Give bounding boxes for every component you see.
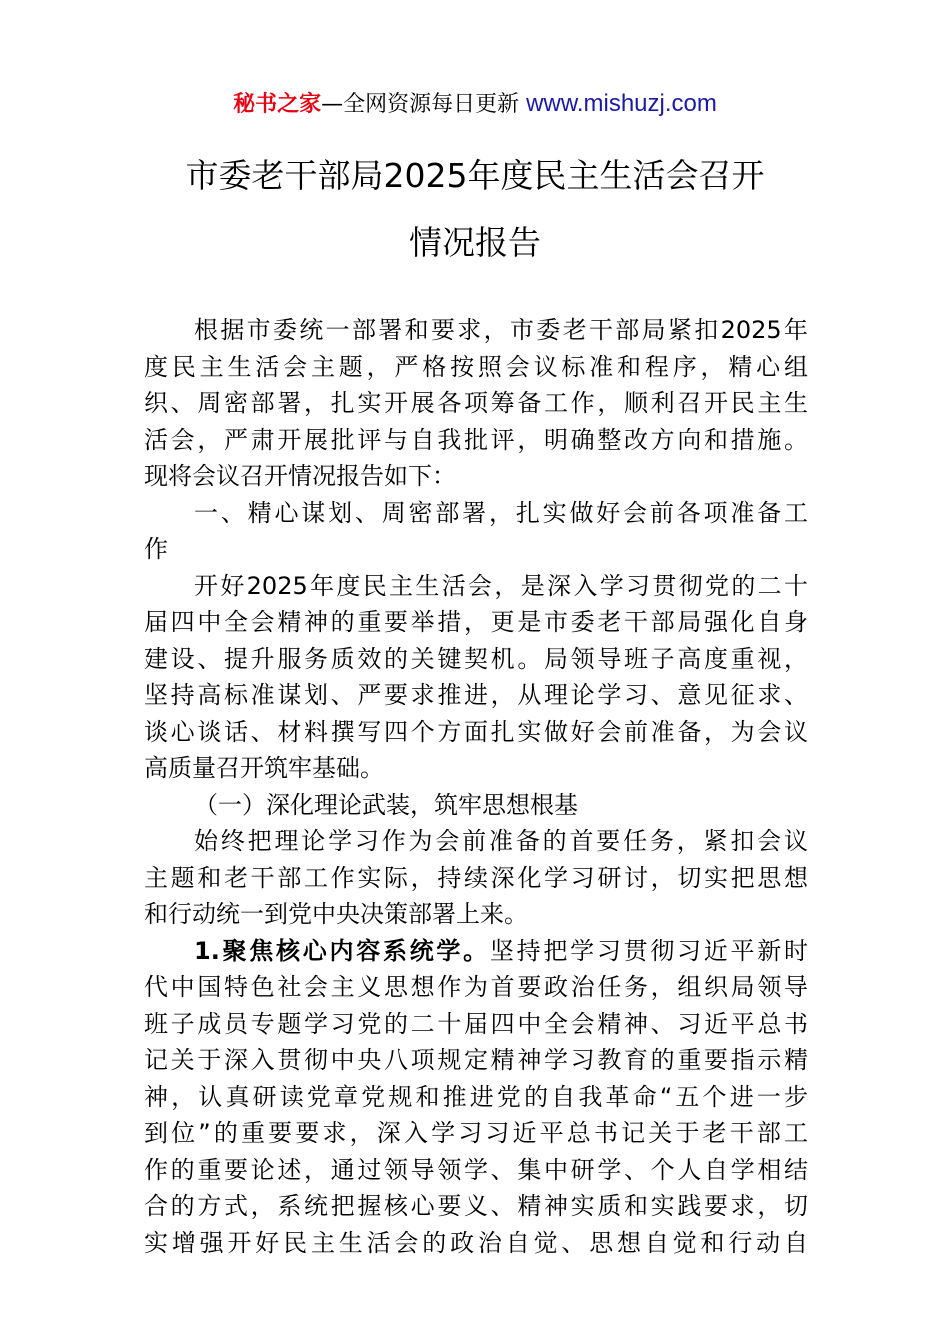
paragraph-line: 届四中全会精神的重要举措，更是市委老干部局强化自身 xyxy=(144,608,808,636)
site-url-link[interactable]: www.mishuzj.com xyxy=(526,90,717,117)
document-body xyxy=(144,312,808,1261)
paragraph-line: 开好2025年度民主生活会，是深入学习贯彻党的二十 xyxy=(194,571,808,600)
paragraph-line: 现将会议召开情况报告如下： xyxy=(144,462,456,490)
paragraph-line: 作的重要论述，通过领导领学、集中研学、个人自学相结 xyxy=(144,1155,808,1184)
site-brand: 秘书之家 xyxy=(233,92,322,117)
site-header xyxy=(0,88,950,121)
paragraph-line: 代中国特色社会主义思想作为首要政治任务，组织局领导 xyxy=(144,973,808,1001)
paragraph-line: 记关于深入贯彻中央八项规定精神学习教育的重要指示精 xyxy=(144,1046,808,1074)
paragraph-line: 度民主生活会主题，严格按照会议标准和程序，精心组 xyxy=(144,352,808,381)
paragraph-line: 神，认真研读党章党规和推进党的自我革命“五个进一步 xyxy=(144,1082,808,1111)
paragraph-line: 活会，严肃开展批评与自我批评，明确整改方向和措施。 xyxy=(144,425,808,454)
paragraph-line: 始终把理论学习作为会前准备的首要任务，紧扣会议 xyxy=(194,827,808,855)
paragraph-line: 班子成员专题学习党的二十届四中全会精神、习近平总书 xyxy=(144,1009,808,1038)
bold-lead-text: 1.聚焦核心内容系统学。 xyxy=(194,936,490,965)
site-slogan: —全网资源每日更新 xyxy=(321,92,527,117)
subsection-heading-line: （一）深化理论武装，筑牢思想根基 xyxy=(194,790,578,819)
document-title-line-1: 市委老干部局2025年度民主生活会召开 xyxy=(185,156,765,195)
document-title-line-2: 情况报告 xyxy=(409,223,541,262)
paragraph-line: 主题和老干部工作实际，持续深化学习研讨，切实把思想 xyxy=(144,863,808,892)
section-heading-line: 作 xyxy=(144,535,168,563)
paragraph-line xyxy=(144,933,808,970)
paragraph-line: 织、周密部署，扎实开展各项筹备工作，顺利召开民主生 xyxy=(144,389,808,417)
paragraph-line: 和行动统一到党中央决策部署上来。 xyxy=(144,900,528,928)
paragraph-line: 坚持高标准谋划、严要求推进，从理论学习、意见征求、 xyxy=(144,681,808,709)
paragraph-line: 根据市委统一部署和要求，市委老干部局紧扣2025年 xyxy=(194,316,808,344)
paragraph-line: 实增强开好民主生活会的政治自觉、思想自觉和行动自 xyxy=(144,1228,808,1257)
paragraph-line: 谈心谈话、材料撰写四个方面扎实做好会前准备，为会议 xyxy=(144,717,808,746)
paragraph-text: 坚持把学习贯彻习近平新时 xyxy=(489,936,808,965)
paragraph-line: 建设、提升服务质效的关键契机。局领导班子高度重视， xyxy=(144,644,808,673)
paragraph-line: 到位”的重要要求，深入学习习近平总书记关于老干部工 xyxy=(144,1119,808,1147)
paragraph-line: 合的方式，系统把握核心要义、精神实质和实践要求，切 xyxy=(144,1192,808,1220)
section-heading-line: 一、精心谋划、周密部署，扎实做好会前各项准备工 xyxy=(194,498,808,527)
paragraph-line: 高质量召开筑牢基础。 xyxy=(144,754,384,782)
